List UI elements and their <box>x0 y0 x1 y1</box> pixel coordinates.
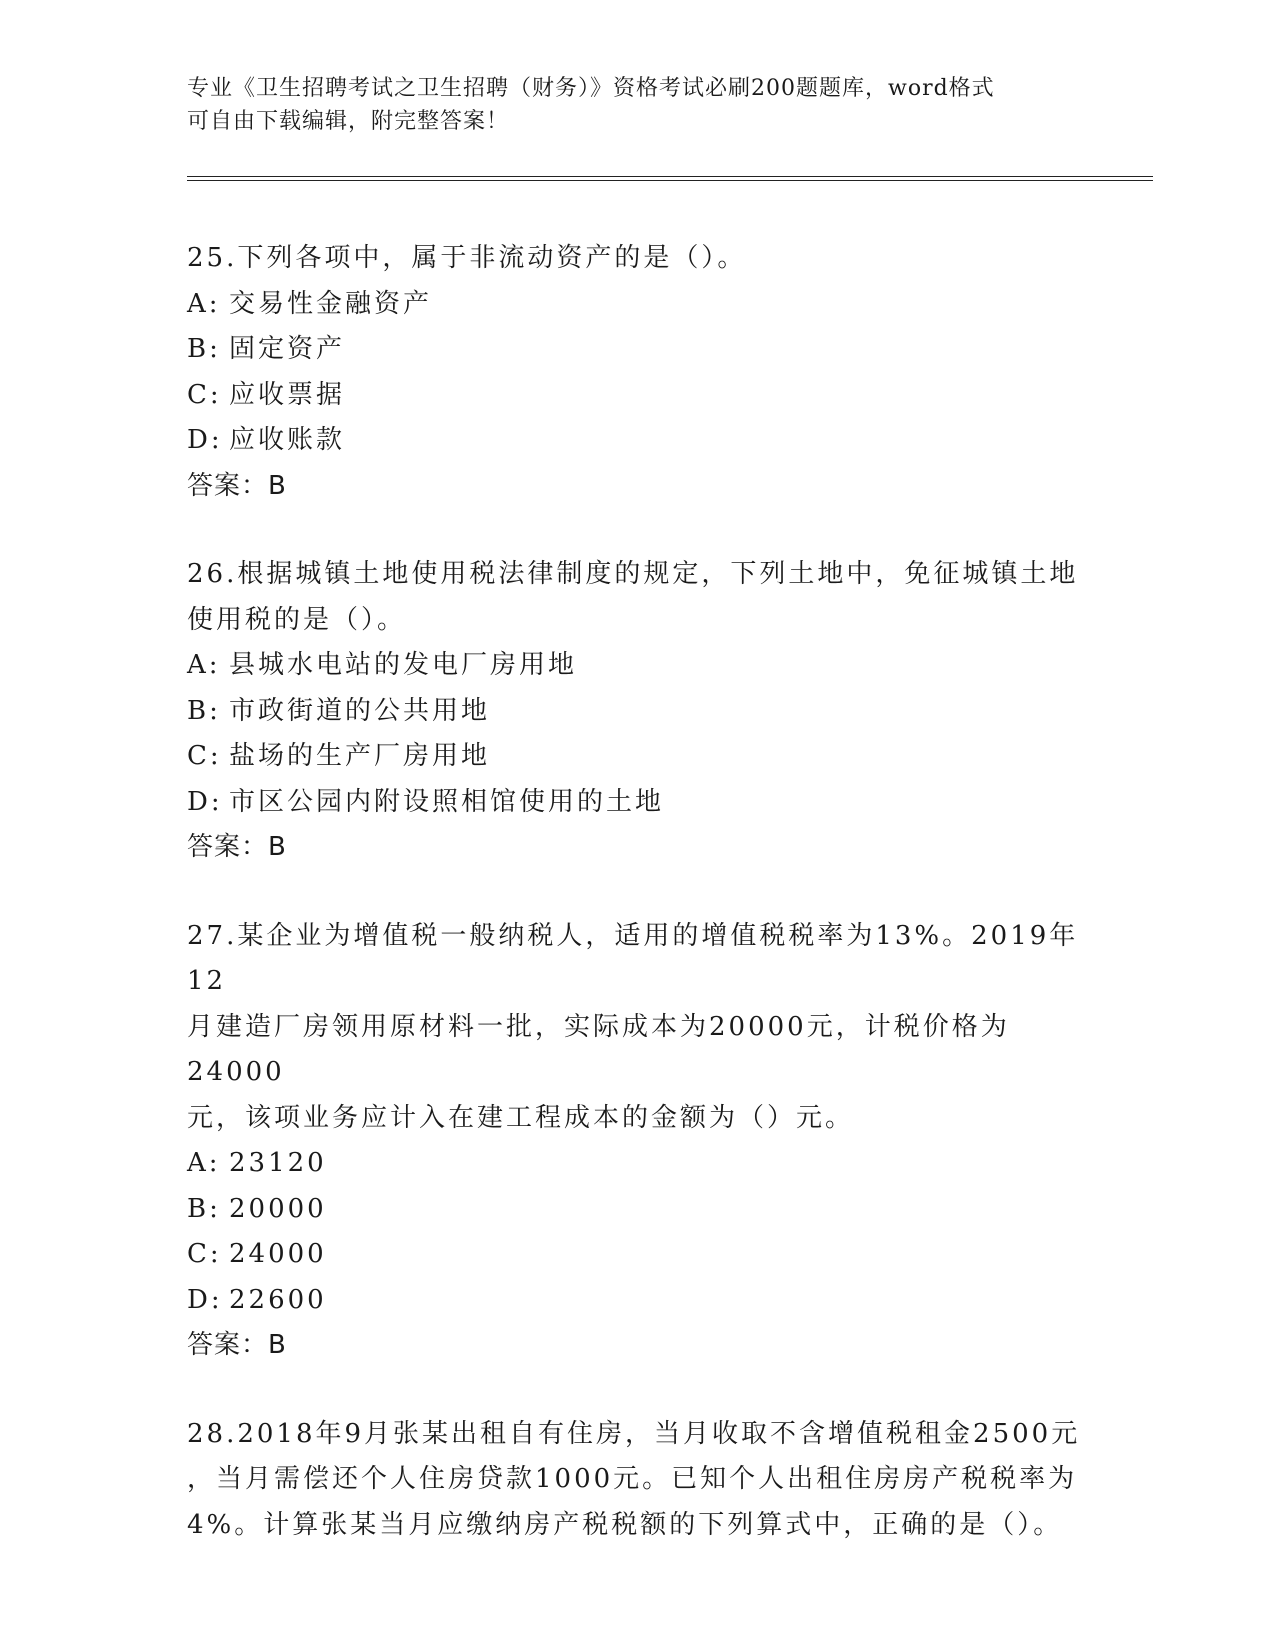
question-26 <box>187 552 1087 871</box>
option-text: 盐场的生产厂房用地 <box>229 741 491 771</box>
option-b <box>187 327 1087 373</box>
question-stem: 28.2018年9月张某出租自有住房，当月收取不含增值税租金2500元 <box>187 1418 1081 1449</box>
question-stem: ，当月需偿还个人住房贷款1000元。已知个人出租住房房产税税率为 <box>187 1464 1078 1494</box>
header-line-1: 专业《卫生招聘考试之卫生招聘（财务）》资格考试必刷200题题库，word格式 <box>187 76 995 101</box>
option-c <box>187 373 1087 419</box>
question-stem: 25.下列各项中，属于非流动资产的是（）。 <box>187 243 747 273</box>
option-c <box>187 1232 1087 1278</box>
option-text: 24000 <box>229 1239 327 1269</box>
question-stem: 月建造厂房领用原材料一批，实际成本为20000元，计税价格为24000 <box>187 1011 1010 1087</box>
option-text: 固定资产 <box>229 334 346 364</box>
option-key: C: <box>187 379 222 410</box>
option-text: 市政街道的公共用地 <box>229 695 491 726</box>
option-d <box>187 1278 1087 1324</box>
option-text: 22600 <box>229 1284 327 1315</box>
option-key: D: <box>187 786 223 817</box>
question-28 <box>187 1412 1087 1549</box>
header-divider <box>187 176 1153 181</box>
document-header <box>187 72 1067 138</box>
option-b <box>187 1187 1087 1233</box>
option-text: 应收账款 <box>229 425 346 455</box>
option-text: 23120 <box>229 1148 327 1178</box>
option-key: A: <box>187 288 221 319</box>
answer-label: 答案：B <box>187 1330 287 1360</box>
option-a <box>187 282 1087 328</box>
question-list <box>187 236 1087 1591</box>
question-stem: 26.根据城镇土地使用税法律制度的规定，下列土地中，免征城镇土地 <box>187 559 1079 589</box>
question-stem: 27.某企业为增值税一般纳税人，适用的增值税税率为13%。2019年12 <box>187 920 1079 996</box>
question-27 <box>187 914 1087 1369</box>
question-stem: 元，该项业务应计入在建工程成本的金额为（）元。 <box>187 1102 855 1133</box>
option-d <box>187 418 1087 464</box>
option-key: A: <box>187 1148 221 1178</box>
option-key: B: <box>187 1193 221 1224</box>
option-text: 交易性金融资产 <box>229 288 433 319</box>
option-key: B: <box>187 334 221 364</box>
question-stem: 4%。计算张某当月应缴纳房产税税额的下列算式中，正确的是（）。 <box>187 1509 1063 1540</box>
option-text: 20000 <box>229 1193 327 1224</box>
header-line-2: 可自由下载编辑，附完整答案！ <box>187 109 510 134</box>
question-25 <box>187 236 1087 509</box>
question-stem: 使用税的是（）。 <box>187 604 407 635</box>
option-key: D: <box>187 425 223 455</box>
option-key: A: <box>187 650 221 680</box>
answer-label: 答案：B <box>187 832 287 862</box>
option-key: B: <box>187 695 221 726</box>
option-d <box>187 780 1087 826</box>
option-a <box>187 1141 1087 1187</box>
option-key: C: <box>187 741 222 771</box>
option-text: 应收票据 <box>229 379 346 410</box>
answer-label: 答案：B <box>187 470 287 501</box>
option-c <box>187 734 1087 780</box>
option-text: 市区公园内附设照相馆使用的土地 <box>229 786 665 817</box>
option-b <box>187 689 1087 735</box>
option-text: 县城水电站的发电厂房用地 <box>229 650 578 680</box>
option-a <box>187 643 1087 689</box>
option-key: D: <box>187 1284 223 1315</box>
option-key: C: <box>187 1239 222 1269</box>
